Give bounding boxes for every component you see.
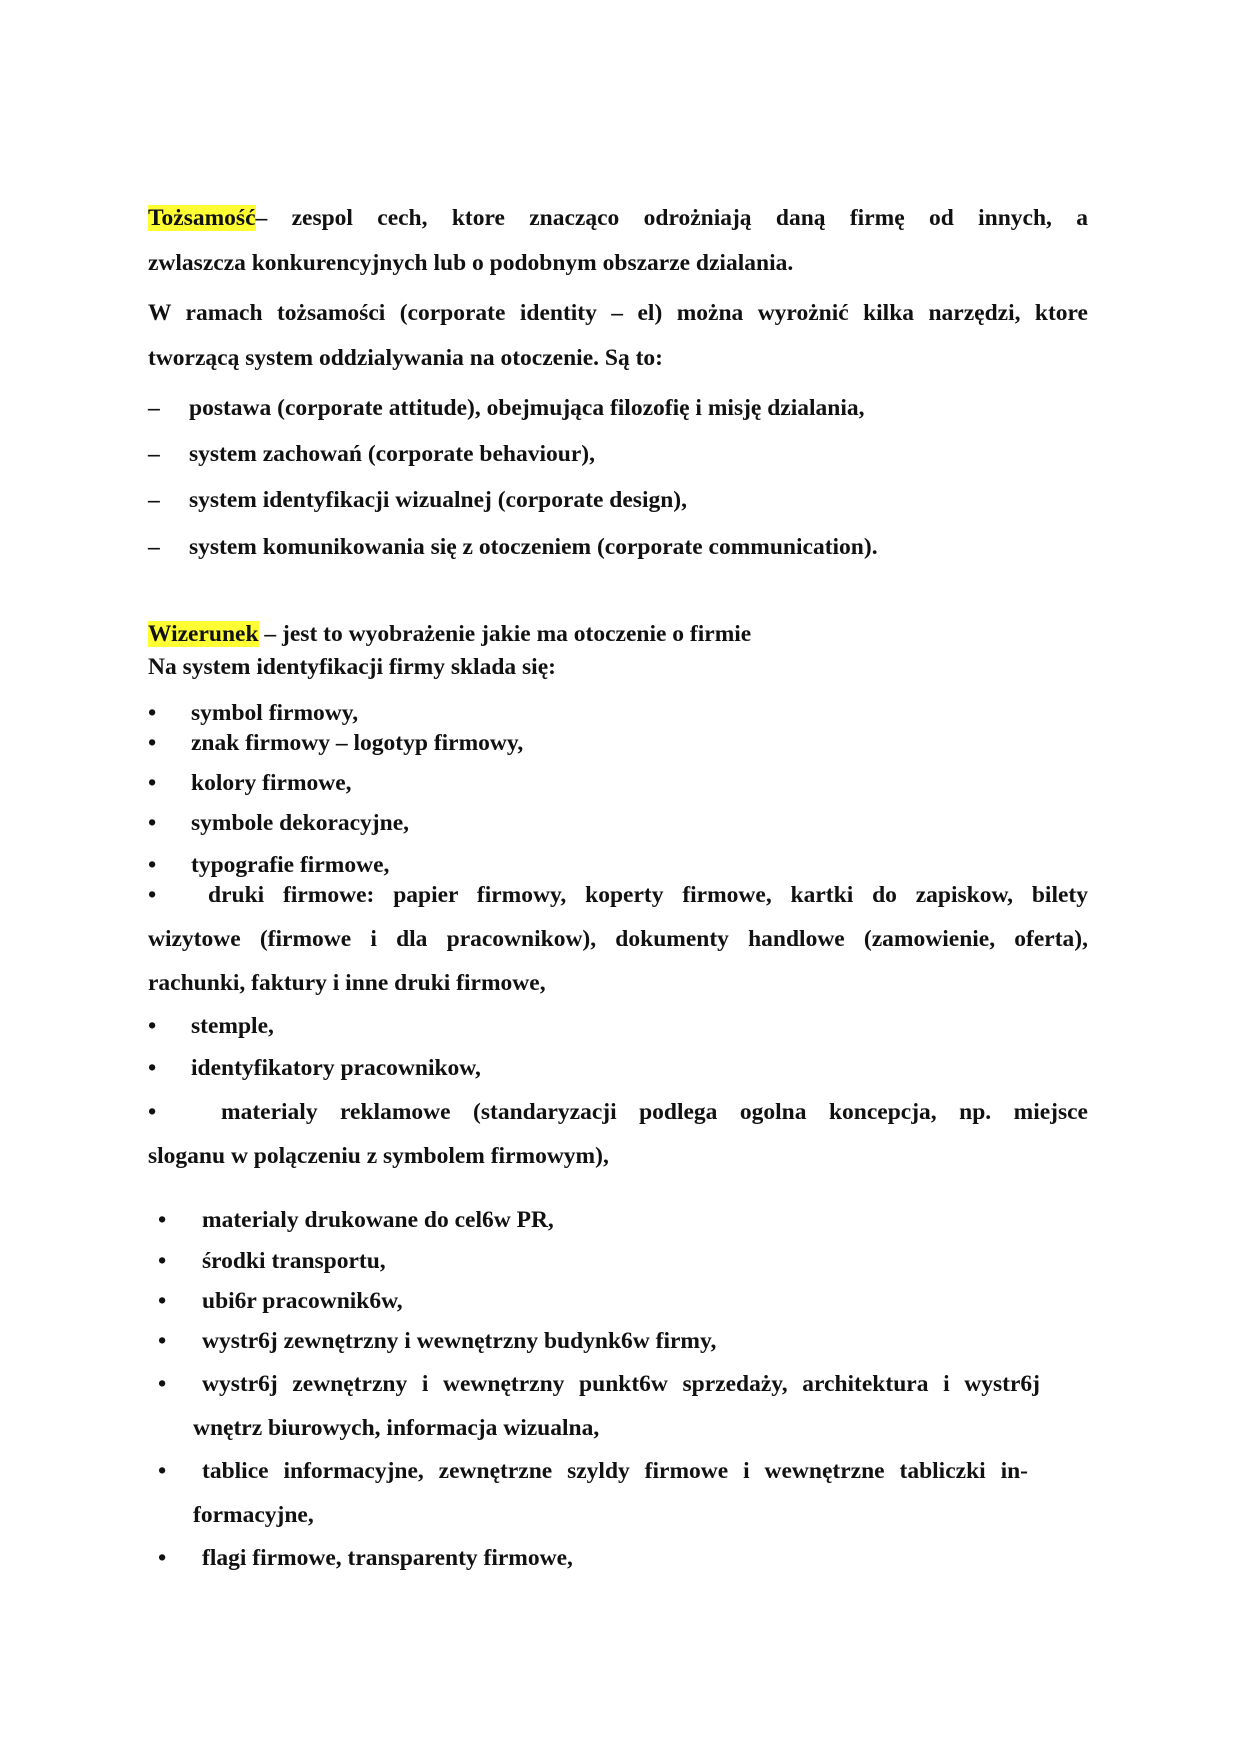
- druki-line-3: rachunki, faktury i inne druki firmowe,: [148, 970, 546, 996]
- identification-item: ubi6r pracownik6w,: [202, 1288, 403, 1314]
- identification-item: identyfikatory pracownikow,: [191, 1055, 481, 1081]
- identity-tool-item: system identyfikacji wizualnej (corporate design),: [189, 487, 687, 513]
- druki-line-2: wizytowe (firmowe i dla pracownikow), dokumenty handlowe (zamowienie, oferta),: [148, 926, 1088, 952]
- identification-item: flagi firmowe, transparenty firmowe,: [202, 1545, 573, 1571]
- bullet-marker: •: [158, 1248, 167, 1274]
- tozsamosc-term: Tożsamość: [148, 205, 256, 231]
- materialy-line-1: materialy reklamowe (standaryzacji podlega ogolna koncepcja, np. miejsce: [221, 1099, 1088, 1125]
- identification-item: materialy drukowane do cel6w PR,: [202, 1207, 554, 1233]
- bullet-marker: •: [158, 1371, 167, 1397]
- identity-intro-line-1: W ramach tożsamości (corporate identity – el) można wyrożnić kilka narzędzi, ktore: [148, 300, 1088, 326]
- identification-item: kolory firmowe,: [191, 770, 352, 796]
- identification-intro: Na system identyfikacji firmy sklada się:: [148, 654, 556, 680]
- identity-tool-item: system zachowań (corporate behaviour),: [189, 441, 595, 467]
- bullet-marker: •: [148, 882, 157, 908]
- bullet-marker: •: [148, 700, 157, 726]
- identification-item: typografie firmowe,: [191, 852, 390, 878]
- bullet-marker: •: [148, 1099, 157, 1125]
- wystroj-line-1: wystr6j zewnętrzny i wewnętrzny punkt6w sprzedaży, architektura i wystr6j: [202, 1371, 1040, 1397]
- tozsamosc-definition-line-2: zwlaszcza konkurencyjnych lub o podobnym obszarze dzialania.: [148, 250, 794, 276]
- dash-marker: –: [148, 395, 160, 421]
- bullet-marker: •: [158, 1458, 167, 1484]
- tozsamosc-definition-text: – zespol cech, ktore znacząco odrożniają daną firmę od innych, a: [255, 205, 1088, 231]
- identity-tool-item: system komunikowania się z otoczeniem (corporate communication).: [189, 534, 878, 560]
- identification-item: stemple,: [191, 1013, 274, 1039]
- tozsamosc-definition-line-1: [148, 203, 1088, 233]
- bullet-marker: •: [158, 1545, 167, 1571]
- identity-intro-line-2: tworzącą system oddzialywania na otoczenie. Są to:: [148, 345, 663, 371]
- bullet-marker: •: [158, 1328, 167, 1354]
- bullet-marker: •: [148, 1013, 157, 1039]
- bullet-marker: •: [148, 810, 157, 836]
- identity-tool-item: postawa (corporate attitude), obejmująca filozofię i misję dzialania,: [189, 395, 865, 421]
- dash-marker: –: [148, 441, 160, 467]
- bullet-marker: •: [148, 770, 157, 796]
- wizerunek-definition-text: – jest to wyobrażenie jakie ma otoczenie o firmie: [258, 621, 752, 647]
- materialy-line-2: sloganu w polączeniu z symbolem firmowym),: [148, 1143, 609, 1169]
- bullet-marker: •: [148, 852, 157, 878]
- identification-item: symbol firmowy,: [191, 700, 359, 726]
- wizerunek-term: Wizerunek: [148, 621, 259, 647]
- wizerunek-definition: [148, 619, 751, 649]
- identification-item: symbole dekoracyjne,: [191, 810, 410, 836]
- bullet-marker: •: [148, 730, 157, 756]
- wystroj-line-2: wnętrz biurowych, informacja wizualna,: [193, 1415, 600, 1441]
- tablice-line-2: formacyjne,: [193, 1502, 314, 1528]
- druki-line-1: druki firmowe: papier firmowy, koperty firmowe, kartki do zapiskow, bilety: [208, 882, 1088, 908]
- identification-item: wystr6j zewnętrzny i wewnętrzny budynk6w firmy,: [202, 1328, 717, 1354]
- dash-marker: –: [148, 534, 160, 560]
- identification-item: znak firmowy – logotyp firmowy,: [191, 730, 524, 756]
- bullet-marker: •: [158, 1207, 167, 1233]
- identification-item: środki transportu,: [202, 1248, 386, 1274]
- bullet-marker: •: [148, 1055, 157, 1081]
- tablice-line-1: tablice informacyjne, zewnętrzne szyldy firmowe i wewnętrzne tabliczki in-: [202, 1458, 1028, 1484]
- bullet-marker: •: [158, 1288, 167, 1314]
- dash-marker: –: [148, 487, 160, 513]
